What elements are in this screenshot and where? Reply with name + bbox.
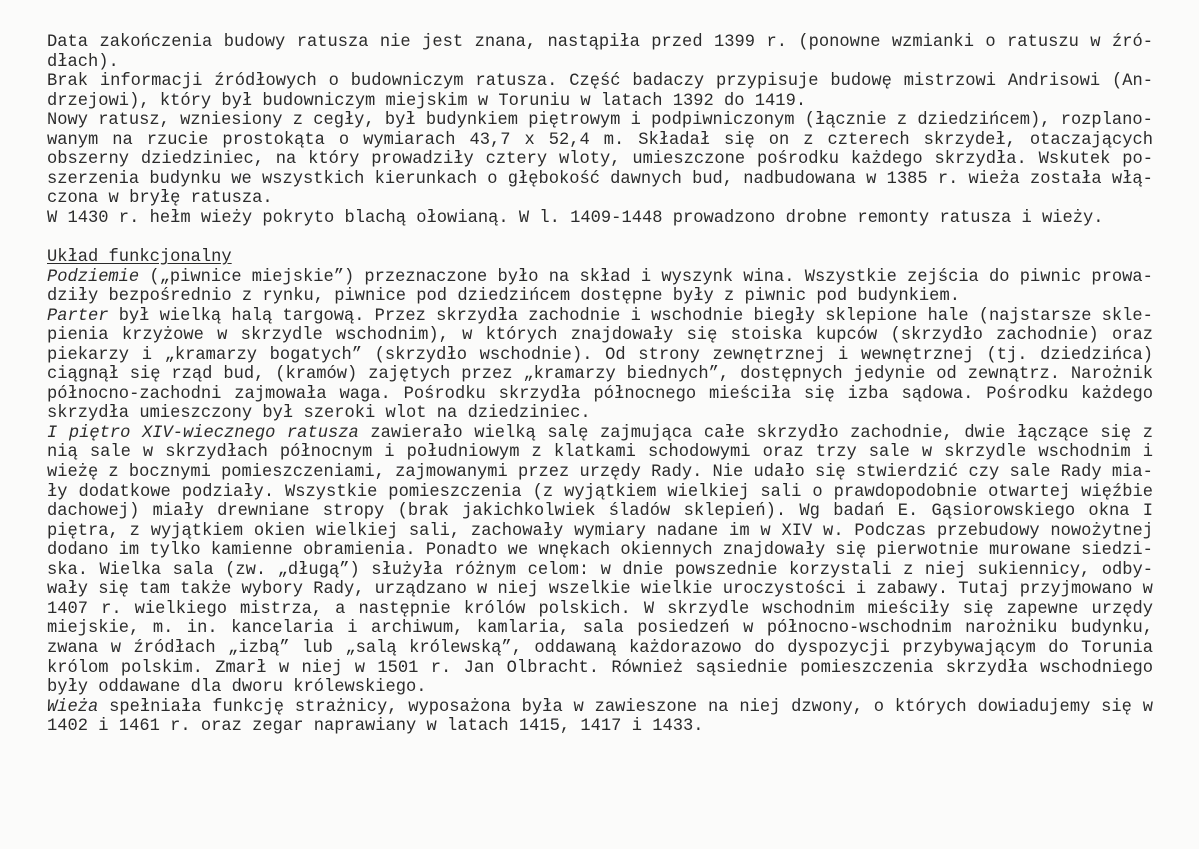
text-line — [47, 619, 1153, 639]
line-text: drzejowi), który był budowniczym miejskim w Toruniu w latach 1392 do 1419. — [47, 91, 807, 111]
line-text: ły dodatkowe podziały. Wszystkie pomieszczenia (z wyjątkiem wielkiej sali o prawdopodobnie otwartej więźbie — [47, 482, 1153, 502]
text-line — [47, 111, 1153, 131]
line-text: („piwnice miejskie”) przeznaczone było na skład i wyszynk wina. Wszystkie zejścia do piwnic prowa- — [139, 267, 1153, 287]
text-line — [47, 346, 1153, 366]
italic-term: Parter — [47, 306, 109, 326]
text-line — [47, 443, 1153, 463]
text-line — [47, 424, 1153, 444]
line-text: Nowy ratusz, wzniesiony z cegły, był budynkiem piętrowym i podpiwniczonym (łącznie z dziedzińcem), rozplano- — [47, 111, 1153, 131]
text-line — [47, 268, 1153, 288]
line-text: piekarzy i „kramarzy bogatych” (skrzydło wschodnie). Od strony zewnętrznej i wewnętrznej (tj. dziedzińca) — [47, 345, 1153, 365]
text-line — [47, 502, 1153, 522]
line-text: spełniała funkcję strażnicy, wyposażona była w zawieszone na niej dzwony, o których dowiadujemy się w — [98, 697, 1153, 717]
line-text: szerzenia budynku we wszystkich kierunkach o głębokość dawnych bud, nadbudowana w 1385 r. wieża została włą- — [47, 169, 1153, 189]
text-line — [47, 287, 1153, 307]
text-line — [47, 659, 1153, 679]
text-line — [47, 131, 1153, 151]
text-line — [47, 33, 1153, 53]
line-text: 1402 i 1461 r. oraz zegar naprawiany w latach 1415, 1417 i 1433. — [47, 717, 704, 737]
text-line — [47, 92, 1153, 112]
text-line — [47, 639, 1153, 659]
line-text: W 1430 r. hełm wieży pokryto blachą ołowianą. W l. 1409-1448 prowadzono drobne remonty ratusza i wieży. — [47, 208, 1104, 228]
text-line — [47, 385, 1153, 405]
italic-term: Wieża — [47, 697, 99, 717]
line-text: północno-zachodni zajmowała waga. Pośrodku skrzydła północnego mieściła się izba sądowa. Pośrodku każdego — [47, 384, 1153, 404]
line-text: Data zakończenia budowy ratusza nie jest znana, nastąpiła przed 1399 r. (ponowne wzmianki o ratuszu w źró- — [47, 33, 1153, 52]
text-line — [47, 717, 1153, 737]
text-line — [47, 600, 1153, 620]
line-text: dłach). — [47, 52, 119, 72]
line-text: 1407 r. wielkiego mistrza, a następnie królów polskich. W skrzydle wschodnim mieściły się zapewne urzędy — [47, 599, 1153, 619]
blank-line — [47, 228, 1153, 248]
text-line — [47, 189, 1153, 209]
line-text: nią sale w skrzydłach północnym i południowym z klatkami schodowymi oraz trzy sale w skrzydle wschodnim i — [47, 443, 1153, 463]
text-line — [47, 483, 1153, 503]
line-text: ska. Wielka sala (zw. „długą”) służyła różnym celom: w dnie powszednie korzystali z niej sukiennicy, odby- — [47, 560, 1153, 580]
text-line — [47, 53, 1153, 73]
line-text: wanym na rzucie prostokąta o wymiarach 43,7 x 52,4 m. Składał się on z czterech skrzydeł, otaczających — [47, 130, 1153, 150]
line-text: dachowej) miały drewniane stropy (brak jakichkolwiek śladów sklepień). Wg badań E. Gąsiorowskiego okna I — [47, 502, 1153, 522]
italic-term: Podziemie — [47, 267, 140, 287]
text-line — [47, 72, 1153, 92]
text-line — [47, 404, 1153, 424]
line-text: pienia krzyżowe w skrzydle wschodnim), w których znajdowały się stoiska kupców (skrzydło zachodnie) oraz — [47, 326, 1153, 346]
text-line — [47, 561, 1153, 581]
line-text: zwana w źródłach „izbą” lub „salą królewską”, oddawaną każdorazowo do dyspozycji przybywającym do Torunia — [47, 638, 1153, 658]
line-text: były oddawane dla dworu królewskiego. — [47, 678, 427, 698]
line-text: był wielką halą targową. Przez skrzydła zachodnie i wschodnie biegły sklepione hale (najstarsze skle- — [108, 306, 1153, 326]
line-text: zawierało wielką salę zajmująca całe skrzydło zachodnie, dwie łączące się z — [358, 423, 1153, 443]
line-text: wały się tam także wybory Rady, urządzano w niej wszelkie wielkie uroczystości i zabawy. Tutaj przyjmowano w — [47, 580, 1153, 600]
line-text: królom polskim. Zmarł w niej w 1501 r. Jan Olbracht. Również sąsiednie pomieszczenia skrzydła wschodniego — [47, 658, 1153, 678]
text-line — [47, 209, 1153, 229]
text-line — [47, 326, 1153, 346]
text-line — [47, 541, 1153, 561]
text-line — [47, 307, 1153, 327]
line-text: piętra, z wyjątkiem okien wielkiej sali, zachowały wymiary nadane im w XIV w. Podczas przebudowy nowożytnej — [47, 521, 1153, 541]
italic-term: I piętro XIV-wiecznego ratusza — [47, 423, 359, 443]
text-line — [47, 170, 1153, 190]
line-text: Brak informacji źródłowych o budowniczym ratusza. Część badaczy przypisuje budowę mistrzowi Andrisowi (An- — [47, 72, 1153, 92]
line-text: dodano im tylko kamienne obramienia. Ponadto we wnękach okiennych znajdowały się pierwotnie murowane siedzi- — [47, 541, 1153, 561]
text-line — [47, 150, 1153, 170]
line-text: obszerny dziedziniec, na który prowadziły cztery wloty, umieszczone pośrodku każdego skrzydła. Wskutek po- — [47, 150, 1153, 170]
text-line — [47, 522, 1153, 542]
line-text: miejskie, m. in. kancelaria i archiwum, kamlaria, sala posiedzeń w północno-wschodnim narożniku budynku, — [47, 619, 1153, 639]
text-line — [47, 580, 1153, 600]
line-text: czona w bryłę ratusza. — [47, 189, 273, 209]
line-text: skrzydła umieszczony był szeroki wlot na dziedziniec. — [47, 404, 591, 424]
line-text: Układ funkcjonalny — [47, 248, 232, 268]
document-body — [47, 33, 1153, 737]
text-line — [47, 678, 1153, 698]
section-heading — [47, 248, 1153, 268]
text-line — [47, 698, 1153, 718]
text-line — [47, 365, 1153, 385]
line-text: dziły bezpośrednio z rynku, piwnice pod dziedzińcem dostępne były z piwnic pod budynkiem. — [47, 287, 960, 307]
text-line — [47, 463, 1153, 483]
line-text: ciągnął się rząd bud, (kramów) zajętych przez „kramarzy biednych”, dostępnych jedynie od zewnątrz. Narożnik — [47, 365, 1153, 385]
line-text: wieżę z bocznymi pomieszczeniami, zajmowanymi przez urzędy Rady. Nie udało się stwierdzić czy sale Rady mia- — [47, 463, 1153, 483]
